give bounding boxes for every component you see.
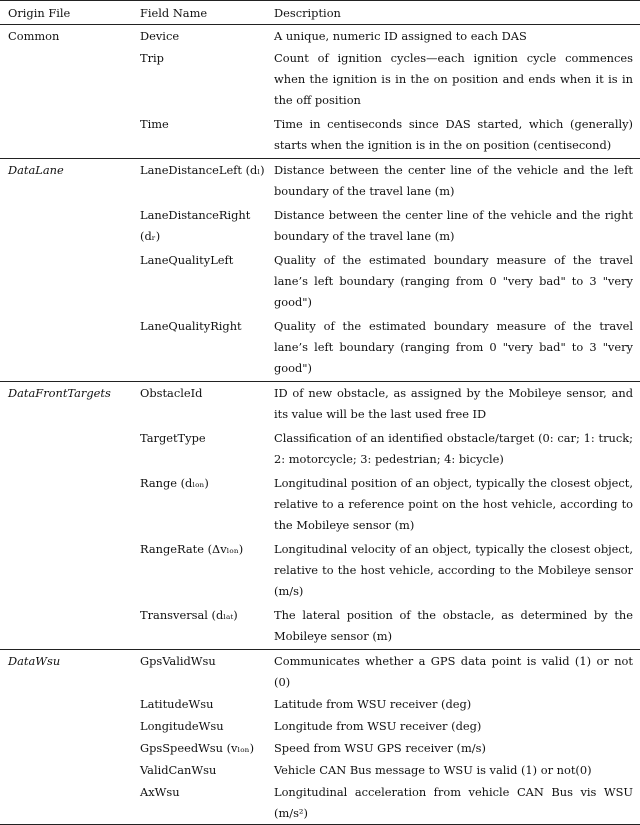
origin-cell	[0, 759, 132, 781]
field-cell: LatitudeWsu	[140, 697, 214, 711]
field-cell: LaneDistanceRight (dᵣ)	[140, 208, 251, 243]
description-cell: Longitude from WSU receiver (deg)	[274, 719, 482, 733]
description-cell: Vehicle CAN Bus message to WSU is valid (1) or not(0)	[274, 763, 592, 777]
description-cell: Distance between the center line of the vehicle and the right boundary of the travel lane (m)	[274, 208, 633, 243]
field-cell: Trip	[140, 51, 164, 65]
description-cell: Quality of the estimated boundary measure of the travel lane’s left boundary (ranging from 0 "very bad" to 3 "very good")	[274, 319, 633, 375]
origin-cell	[0, 47, 132, 113]
origin-cell	[0, 204, 132, 249]
description-cell: Longitudinal position of an object, typically the closest object, relative to a reference point on the host vehicle, according to the Mobileye sensor (m)	[274, 476, 633, 532]
field-cell: RangeRate (Δvₗₒₙ)	[140, 542, 244, 556]
table-row	[0, 693, 640, 715]
description-cell: Latitude from WSU receiver (deg)	[274, 697, 472, 711]
table-row	[0, 382, 640, 428]
description-cell: Time in centiseconds since DAS started, which (generally) starts when the ignition is in the on position (centisecond)	[274, 117, 633, 152]
field-cell: LaneQualityLeft	[140, 253, 234, 267]
field-cell: LongitudeWsu	[140, 719, 224, 733]
table-row	[0, 315, 640, 382]
description-cell: Longitudinal acceleration from vehicle CAN Bus vis WSU (m/s²)	[266, 781, 640, 825]
header-field-name: Field Name	[132, 1, 266, 25]
table-row	[0, 47, 640, 113]
field-cell: ValidCanWsu	[140, 763, 217, 777]
field-cell: ObstacleId	[132, 382, 266, 428]
origin-cell	[0, 715, 132, 737]
field-cell: TargetType	[140, 431, 206, 445]
table-row	[0, 737, 640, 759]
origin-cell	[0, 538, 132, 604]
origin-cell	[0, 315, 132, 382]
origin-cell	[0, 693, 132, 715]
table-row	[0, 604, 640, 650]
description-cell: Speed from WSU GPS receiver (m/s)	[274, 741, 486, 755]
table-row	[0, 715, 640, 737]
origin-cell	[0, 604, 132, 650]
origin-cell	[0, 781, 132, 825]
table-row	[0, 781, 640, 825]
table-row	[0, 113, 640, 159]
header-description: Description	[266, 1, 640, 25]
table-row	[0, 204, 640, 249]
field-cell: AxWsu	[132, 781, 266, 825]
description-cell: Longitudinal velocity of an object, typically the closest object, relative to the host vehicle, according to the Mobileye sensor (m/s)	[274, 542, 633, 598]
origin-cell: DataWsu	[0, 650, 132, 694]
origin-cell	[0, 737, 132, 759]
table-row	[0, 249, 640, 315]
field-cell: Transversal (dₗₐₜ)	[140, 608, 238, 622]
origin-cell	[0, 427, 132, 472]
table-row	[0, 538, 640, 604]
origin-cell: Common	[8, 29, 60, 43]
description-cell: A unique, numeric ID assigned to each DAS	[274, 29, 527, 43]
origin-cell: DataLane	[0, 159, 132, 205]
origin-cell	[0, 472, 132, 538]
table-row	[0, 159, 640, 205]
origin-cell	[0, 249, 132, 315]
table-row	[0, 472, 640, 538]
table-row	[0, 759, 640, 781]
origin-cell	[0, 113, 132, 159]
description-cell: ID of new obstacle, as assigned by the Mobileye sensor, and its value will be the last used free ID	[266, 382, 640, 428]
header-row	[0, 1, 640, 25]
description-cell: Classification of an identified obstacle/target (0: car; 1: truck; 2: motorcycle; 3: pedestrian; 4: bicycle)	[274, 431, 633, 466]
description-cell: Quality of the estimated boundary measure of the travel lane’s left boundary (ranging from 0 "very bad" to 3 "very good")	[274, 253, 633, 309]
field-cell: Time	[140, 117, 169, 131]
field-cell: GpsSpeedWsu (vₗₒₙ)	[140, 741, 255, 755]
description-cell: Communicates whether a GPS data point is valid (1) or not (0)	[266, 650, 640, 694]
table-row	[0, 25, 640, 48]
field-cell: LaneQualityRight	[140, 319, 242, 333]
description-cell: Count of ignition cycles—each ignition cycle commences when the ignition is in the on position and ends when it is in the off position	[274, 51, 633, 107]
field-cell: LaneDistanceLeft (dₗ)	[132, 159, 266, 205]
field-cell: Device	[140, 29, 180, 43]
description-cell: The lateral position of the obstacle, as determined by the Mobileye sensor (m)	[274, 608, 633, 643]
header-origin-file: Origin File	[0, 1, 132, 25]
table-row	[0, 650, 640, 694]
description-cell: Distance between the center line of the vehicle and the left boundary of the travel lane (m)	[266, 159, 640, 205]
table-row	[0, 427, 640, 472]
origin-cell: DataFrontTargets	[0, 382, 132, 428]
field-cell: GpsValidWsu	[132, 650, 266, 694]
field-cell: Range (dₗₒₙ)	[140, 476, 209, 490]
